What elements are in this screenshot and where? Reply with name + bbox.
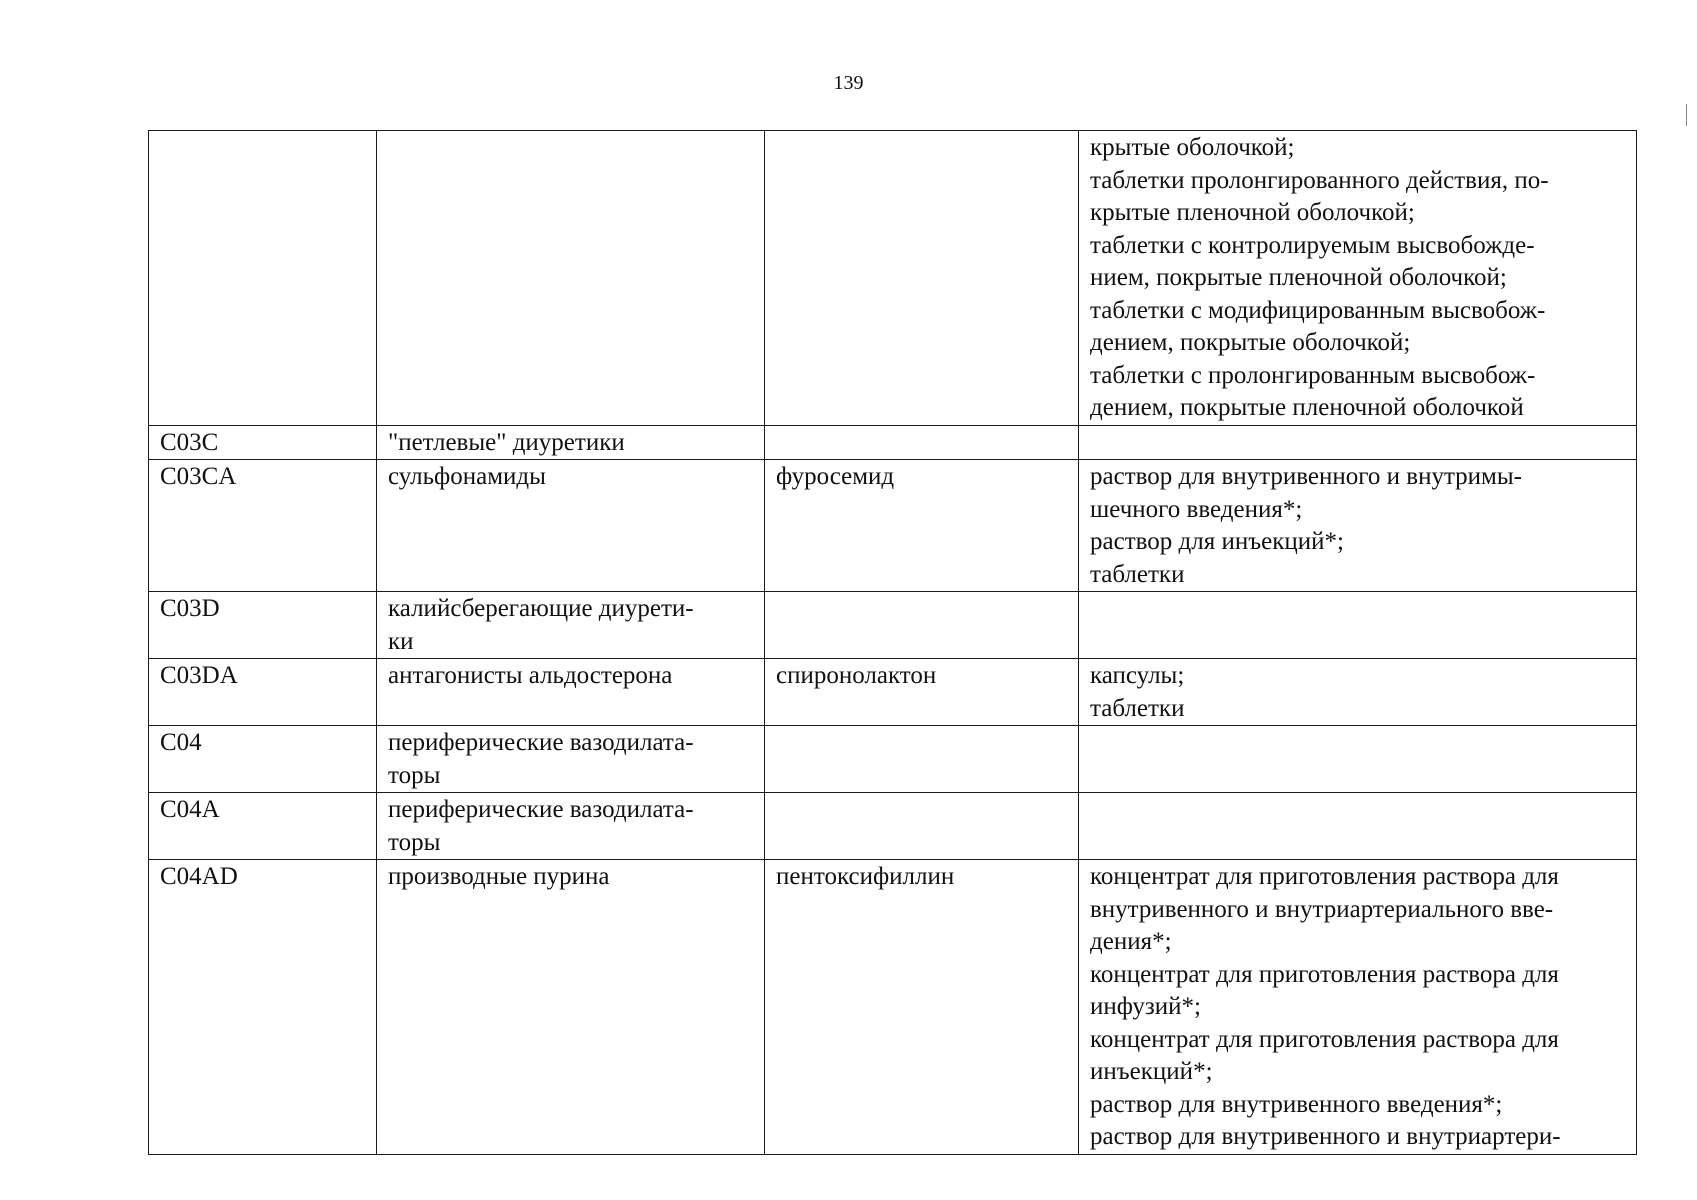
atc-code-cell: C04AD [149,860,377,1155]
table-row [149,460,1637,592]
dosage-form-line: концентрат для приготовления раствора для [1090,863,1559,890]
dosage-form-line: раствор для внутривенного введения*; [1090,1090,1503,1118]
dosage-form-line: шечного введения*; [1090,495,1303,523]
inn-cell: фуросемид [765,460,1079,592]
inn-cell [765,793,1079,860]
drug-table [148,130,1637,1155]
dosage-form-line: таблетки с контролируемым высвобожде- [1090,231,1535,259]
inn-cell [765,425,1079,460]
group-cell: "петлевые" диуретики [377,425,765,460]
dosage-form-line: инъекций*; [1090,1058,1213,1085]
group-cell: калийсберегающие диурети- ки [377,592,765,659]
atc-code-cell: C03D [149,592,377,659]
dosage-forms-cell [1079,659,1637,726]
dosage-form-line: таблетки [1090,694,1185,722]
inn-cell [765,131,1079,426]
dosage-form-line: таблетки с модифицированным высвобож- [1090,296,1546,324]
table-body [149,131,1637,1155]
atc-code-cell: C03CA [149,460,377,592]
table-row [149,131,1637,426]
atc-code-cell: C03C [149,425,377,460]
group-cell [377,131,765,426]
dosage-forms-cell [1079,131,1637,426]
dosage-forms-cell [1079,592,1637,659]
dosage-form-line: дения*; [1090,928,1172,955]
dosage-forms-cell [1079,860,1637,1155]
table-row [149,659,1637,726]
inn-cell: спиронолактон [765,659,1079,726]
dosage-form-line: инфузий*; [1090,993,1201,1020]
inn-cell: пентоксифиллин [765,860,1079,1155]
table-row [149,793,1637,860]
dosage-forms-cell [1079,726,1637,793]
dosage-form-line: раствор для инъекций*; [1090,528,1344,555]
table-row [149,726,1637,793]
group-cell: антагонисты альдостерона [377,659,765,726]
inn-cell [765,726,1079,793]
dosage-form-line: крытые пленочной оболочкой; [1090,199,1415,226]
dosage-form-line: внутривенного и внутриартериального вве- [1090,895,1554,923]
atc-code-cell: C04 [149,726,377,793]
group-cell: производные пурина [377,860,765,1155]
dosage-form-line: дением, покрытые пленочной оболочкой [1090,394,1524,421]
dosage-form-line: концентрат для приготовления раствора для [1090,1025,1559,1053]
table-row [149,860,1637,1155]
dosage-form-line: крытые оболочкой; [1090,134,1295,161]
dosage-forms-cell [1079,460,1637,592]
page-number: 139 [833,72,864,94]
atc-code-cell: C04A [149,793,377,860]
inn-cell [765,592,1079,659]
dosage-form-line: нием, покрытые пленочной оболочкой; [1090,264,1507,291]
dosage-form-line: таблетки [1090,560,1185,588]
table-row [149,425,1637,460]
group-cell: сульфонамиды [377,460,765,592]
dosage-form-line: раствор для внутривенного и внутриартери- [1090,1123,1561,1150]
dosage-forms-cell [1079,425,1637,460]
dosage-form-line: раствор для внутривенного и внутримы- [1090,463,1522,490]
dosage-forms-cell [1079,793,1637,860]
table-row [149,592,1637,659]
dosage-form-line: таблетки пролонгированного действия, по- [1090,166,1549,194]
atc-code-cell [149,131,377,426]
dosage-form-line: таблетки с пролонгированным высвобож- [1090,361,1536,389]
dosage-form-line: концентрат для приготовления раствора для [1090,960,1559,988]
scan-margin-mark [1686,104,1691,126]
dosage-form-line: капсулы; [1090,662,1185,689]
group-cell: периферические вазодилата- торы [377,793,765,860]
group-cell: периферические вазодилата- торы [377,726,765,793]
atc-code-cell: C03DA [149,659,377,726]
dosage-form-line: дением, покрытые оболочкой; [1090,329,1411,356]
